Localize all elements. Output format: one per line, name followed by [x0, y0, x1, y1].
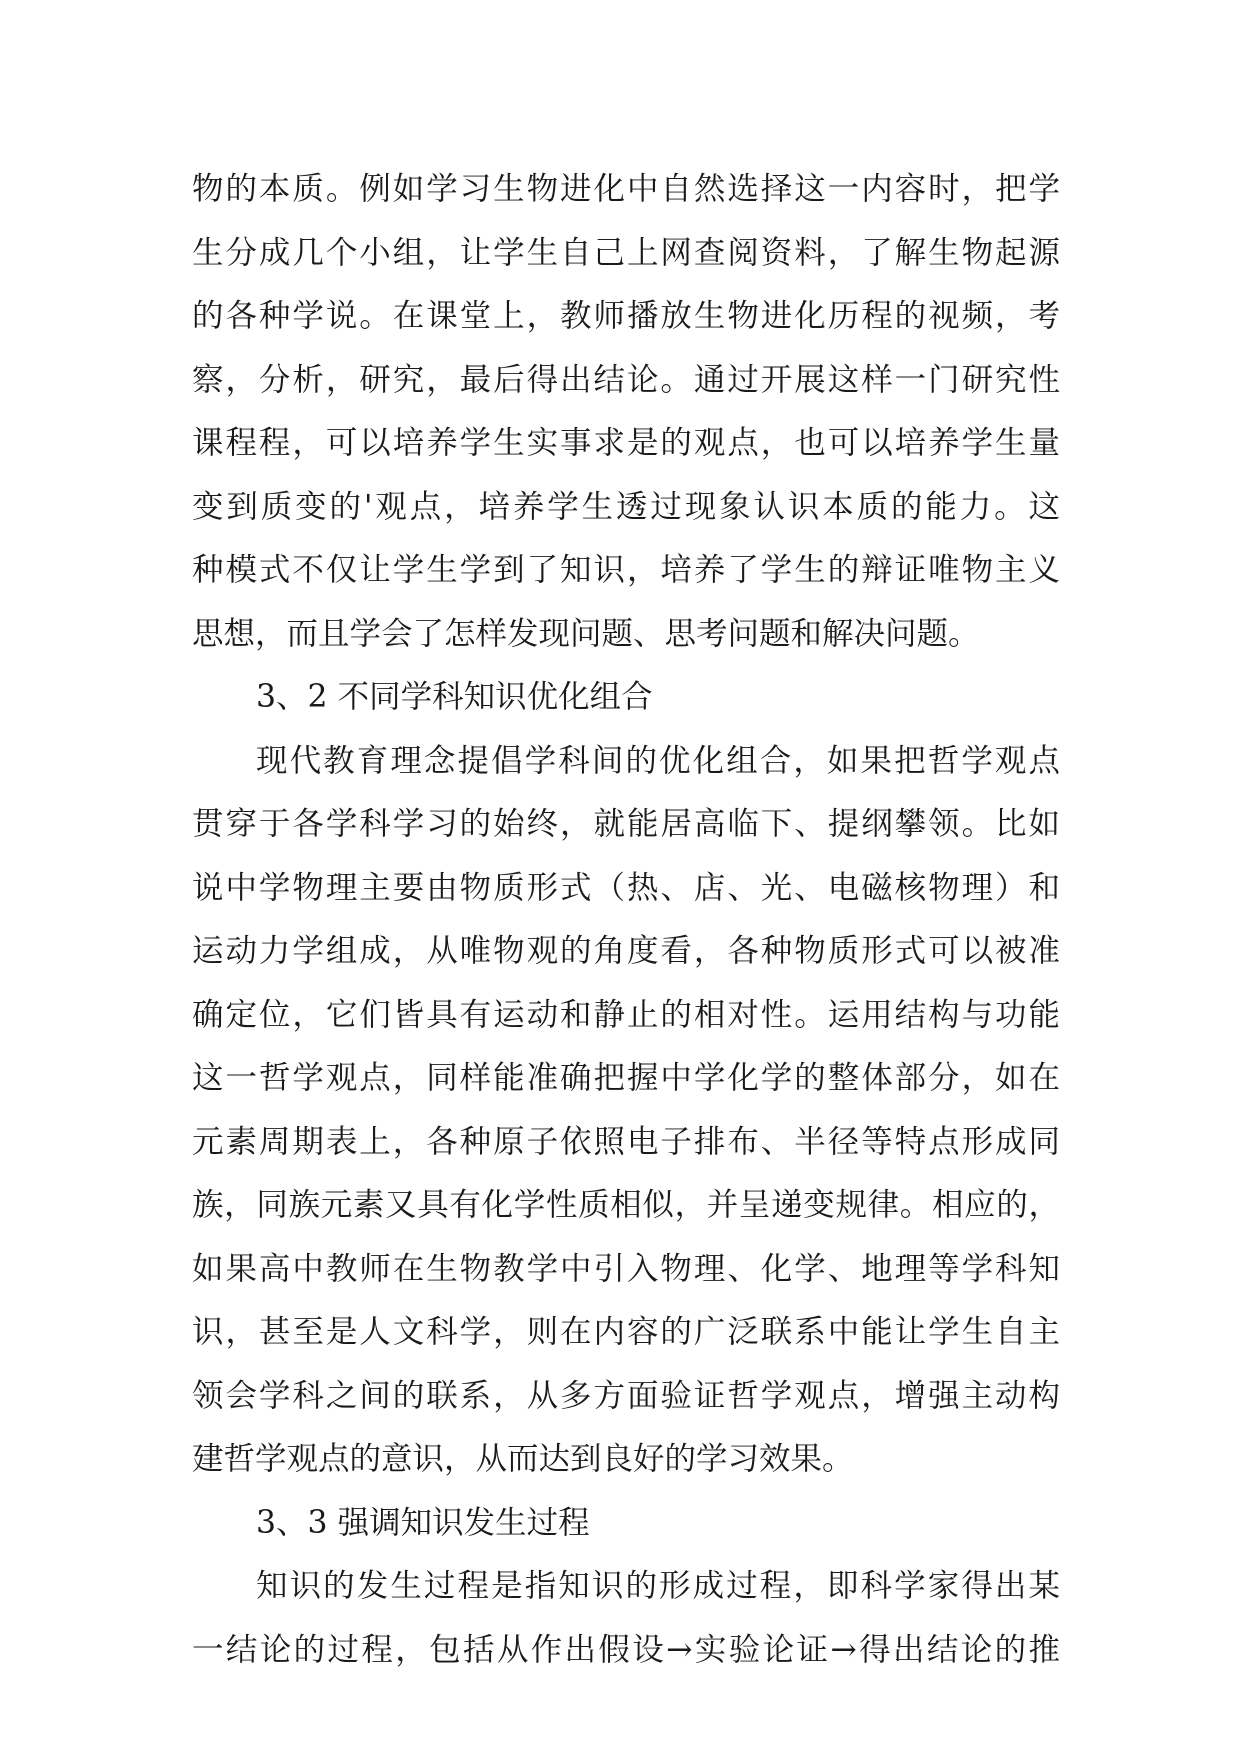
- text-line: 种模式不仅让学生学到了知识，培养了学生的辩证唯物主义: [192, 552, 1060, 588]
- text-line: 确定位，它们皆具有运动和静止的相对性。运用结构与功能: [192, 996, 1060, 1033]
- text-line: 领会学科之间的联系，从多方面验证哲学观点，增强主动构: [192, 1377, 1060, 1414]
- section-heading: 3、2 不同学科知识优化组合: [256, 679, 653, 715]
- text-line: 变到质变的'观点，培养学生透过现象认识本质的能力。这: [192, 488, 1060, 525]
- text-line: 建哲学观点的意识，从而达到良好的学习效果。: [192, 1441, 854, 1477]
- document-body: [192, 158, 1060, 1682]
- text-line: 元素周期表上，各种原子依照电子排布、半径等特点形成同: [192, 1123, 1060, 1160]
- paragraph-first-line: 现代教育理念提倡学科间的优化组合，如果把哲学观点: [256, 742, 1060, 779]
- text-line: 思想，而且学会了怎样发现问题、思考问题和解决问题。: [192, 615, 980, 652]
- paragraph-first-line: 知识的发生过程是指知识的形成过程，即科学家得出某: [256, 1568, 1060, 1604]
- text-line: 物的本质。例如学习生物进化中自然选择这一内容时，把学: [192, 171, 1060, 207]
- text-line: 如果高中教师在生物教学中引入物理、化学、地理等学科知: [192, 1250, 1060, 1287]
- text-line: 贯穿于各学科学习的始终，就能居高临下、提纲攀领。比如: [192, 806, 1060, 842]
- text-line: 察，分析，研究，最后得出结论。通过开展这样一门研究性: [192, 361, 1060, 398]
- text-line: 课程程，可以培养学生实事求是的观点，也可以培养学生量: [192, 425, 1060, 461]
- text-line: 族，同族元素又具有化学性质相似，并呈递变规律。相应的，: [192, 1187, 1060, 1223]
- text-line: 这一哲学观点，同样能准确把握中学化学的整体部分，如在: [192, 1060, 1060, 1096]
- section-heading: 3、3 强调知识发生过程: [256, 1504, 590, 1541]
- text-line: 识，甚至是人文科学，则在内容的广泛联系中能让学生自主: [192, 1314, 1060, 1350]
- text-line: 说中学物理主要由物质形式（热、店、光、电磁核物理）和: [192, 869, 1060, 906]
- text-line: 生分成几个小组，让学生自己上网查阅资料，了解生物起源: [192, 234, 1060, 271]
- text-line: 的各种学说。在课堂上，教师播放生物进化历程的视频，考: [192, 298, 1060, 334]
- text-line: 一结论的过程，包括从作出假设→实验论证→得出结论的推: [192, 1631, 1060, 1668]
- text-line: 运动力学组成，从唯物观的角度看，各种物质形式可以被准: [192, 933, 1060, 969]
